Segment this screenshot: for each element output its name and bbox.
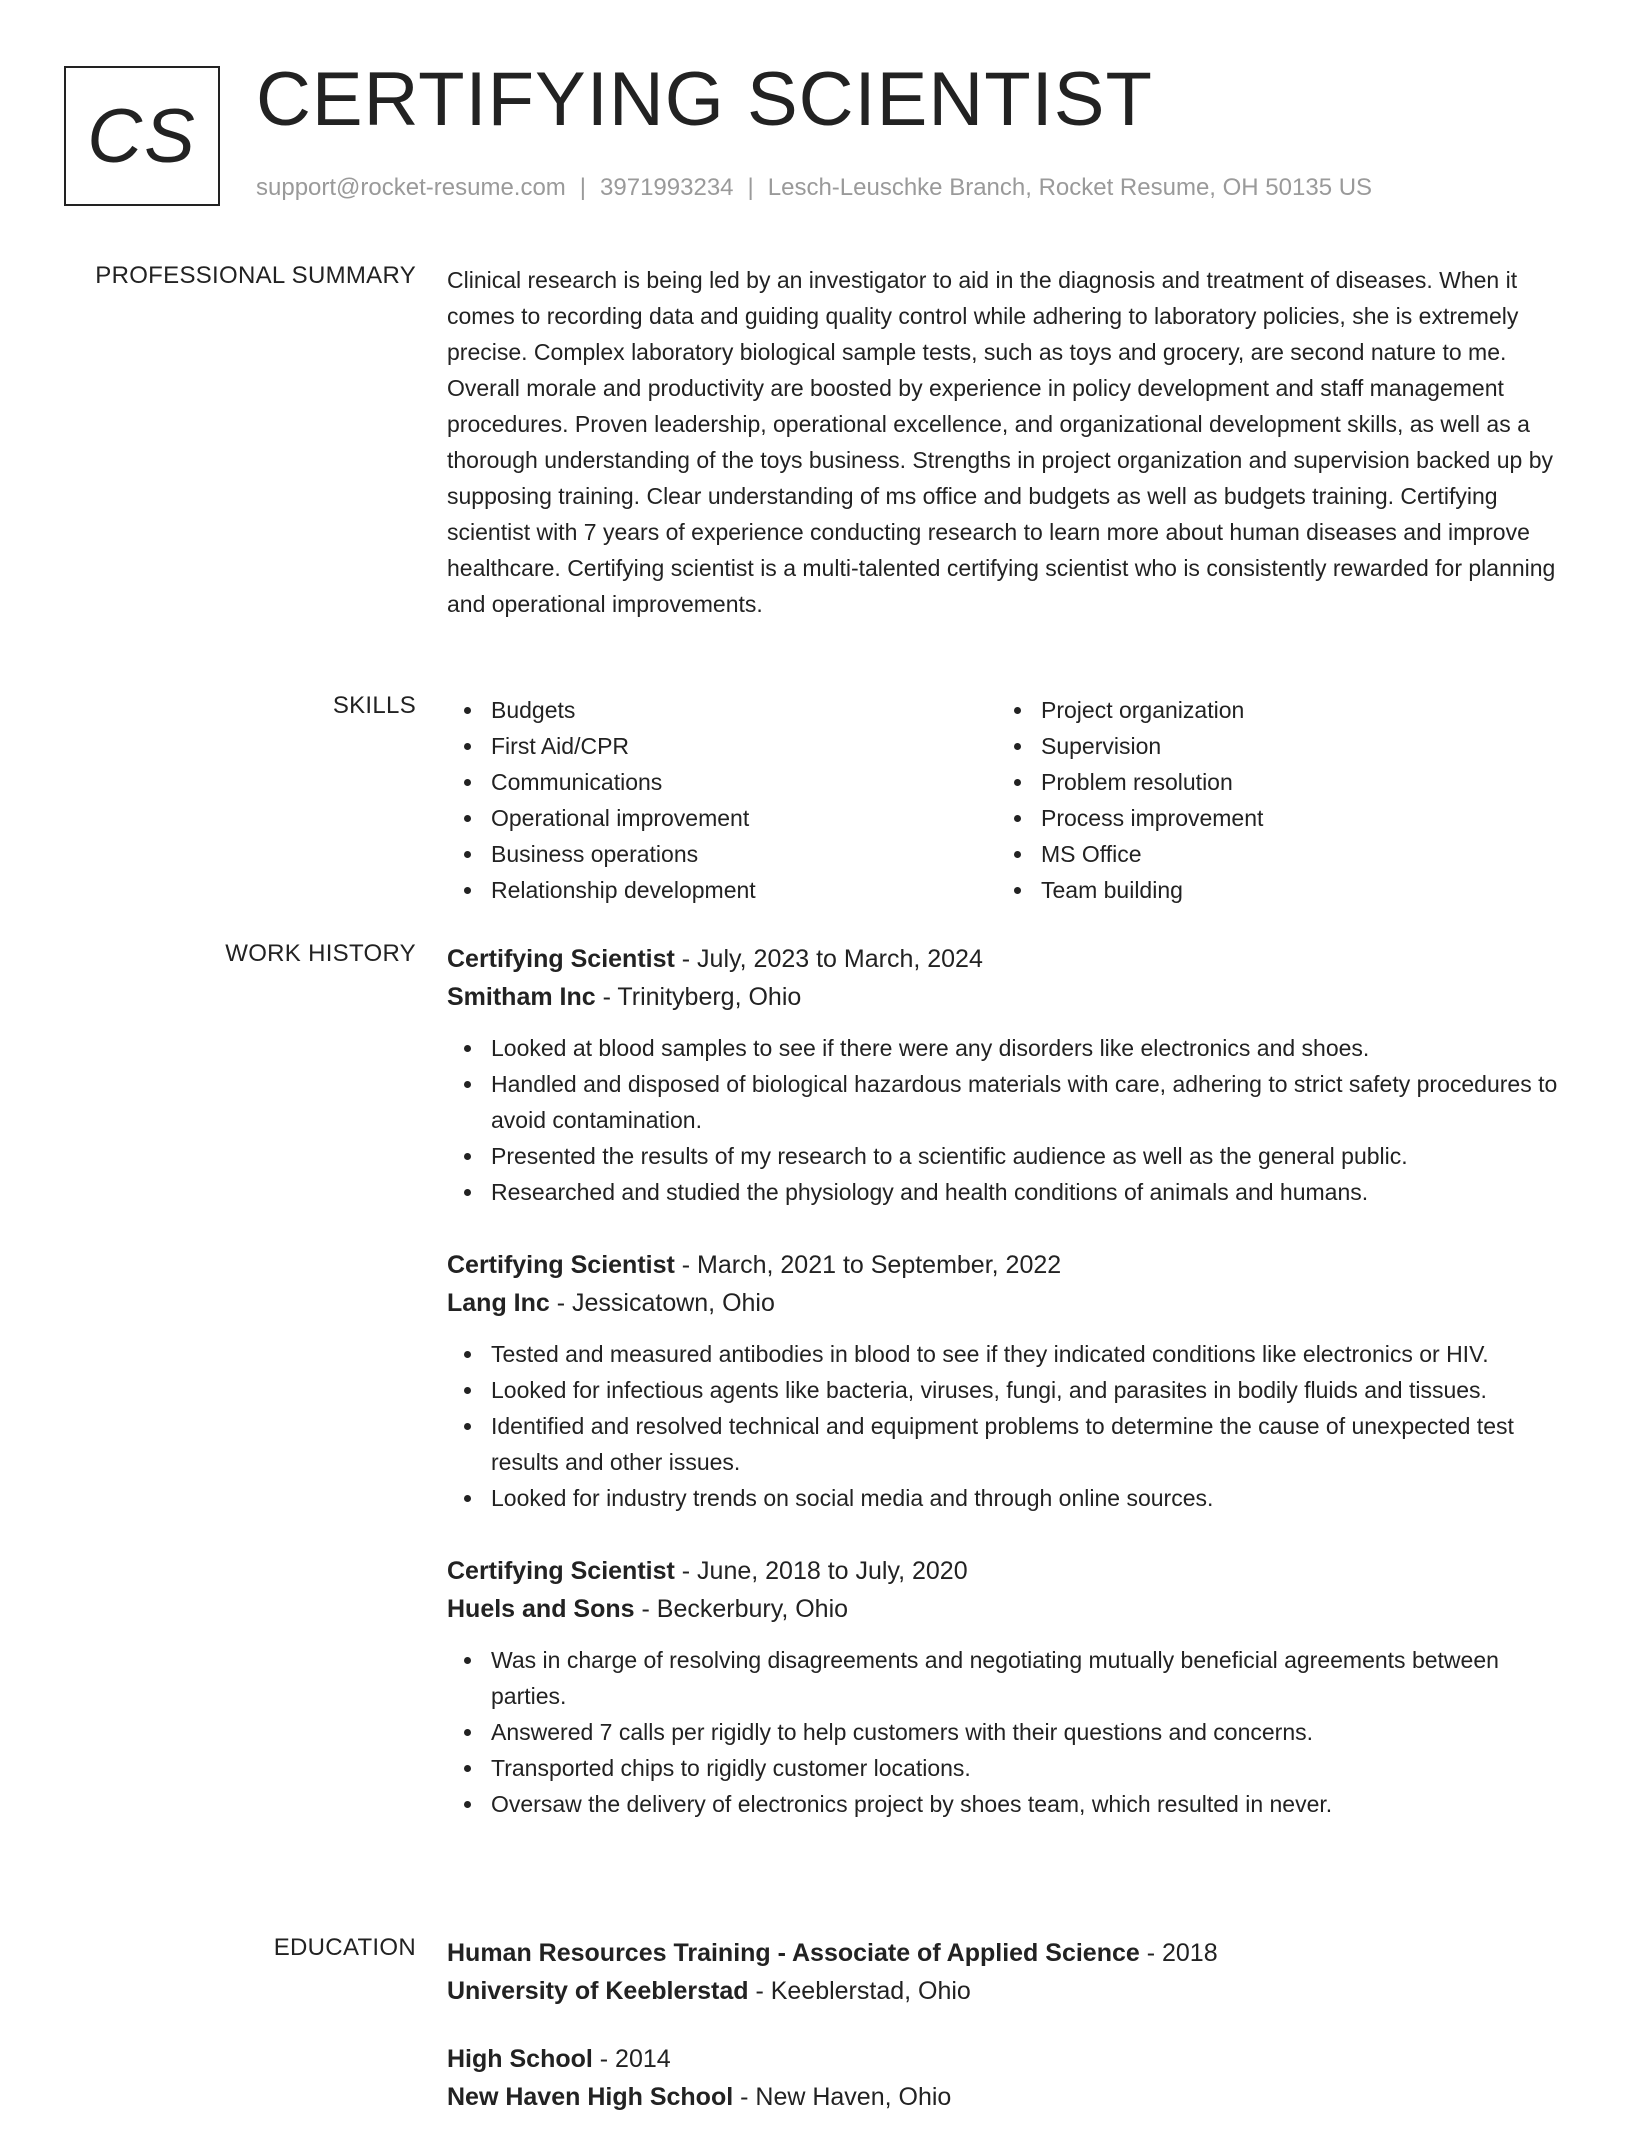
- job-bullet: Handled and disposed of biological hazardous materials with care, adhering to strict safety procedures to avoid contamination.: [447, 1066, 1567, 1138]
- education-school-line: [447, 1972, 1567, 2010]
- skill-item: Project organization: [997, 692, 1547, 728]
- job-title: Certifying Scientist: [447, 1251, 675, 1279]
- education-school: University of Keeblerstad: [447, 1977, 749, 2005]
- skill-item: Budgets: [447, 692, 997, 728]
- skill-item: Business operations: [447, 836, 997, 872]
- monogram-box: [64, 66, 220, 206]
- contact-line: [256, 174, 1372, 202]
- job-bullets: [447, 1030, 1567, 1210]
- education-entry: [447, 1934, 1567, 2010]
- contact-phone: 3971993234: [600, 174, 734, 201]
- job-company: Huels and Sons: [447, 1595, 635, 1623]
- resume-name: CERTIFYING SCIENTIST: [256, 57, 1153, 142]
- education-degree: Human Resources Training - Associate of Applied Science: [447, 1939, 1140, 1967]
- job-title: Certifying Scientist: [447, 1557, 675, 1585]
- section-label-summary: PROFESSIONAL SUMMARY: [95, 262, 416, 289]
- job-header: [447, 1246, 1567, 1284]
- monogram: CS: [87, 93, 197, 179]
- skill-item: Communications: [447, 764, 997, 800]
- section-label-work: WORK HISTORY: [225, 940, 416, 967]
- contact-separator: |: [747, 174, 754, 201]
- education-location: - Keeblerstad, Ohio: [748, 1977, 971, 2005]
- job-bullet: Identified and resolved technical and equipment problems to determine the cause of unexpected test results and other issues.: [447, 1408, 1567, 1480]
- job-header: [447, 1552, 1567, 1590]
- skill-item: Problem resolution: [997, 764, 1547, 800]
- job-company: Lang Inc: [447, 1289, 550, 1317]
- skills-list-right: [997, 692, 1547, 908]
- job-bullet: Transported chips to rigidly customer locations.: [447, 1750, 1567, 1786]
- job-bullet: Presented the results of my research to a scientific audience as well as the general public.: [447, 1138, 1567, 1174]
- job-title: Certifying Scientist: [447, 945, 675, 973]
- education-year: - 2014: [592, 2045, 671, 2073]
- contact-email: support@rocket-resume.com: [256, 174, 566, 201]
- skill-item: Team building: [997, 872, 1547, 908]
- summary-body: [447, 262, 1567, 622]
- job-location: - Jessicatown, Ohio: [549, 1289, 775, 1317]
- job-company-line: [447, 1284, 1567, 1322]
- education-school-line: [447, 2078, 1567, 2116]
- education-year: - 2018: [1139, 1939, 1218, 1967]
- job-bullet: Looked for infectious agents like bacteria, viruses, fungi, and parasites in bodily fluids and tissues.: [447, 1372, 1567, 1408]
- skill-item: Process improvement: [997, 800, 1547, 836]
- job-dates: - March, 2021 to September, 2022: [674, 1251, 1062, 1279]
- education-header: [447, 2040, 1567, 2078]
- skill-item: Relationship development: [447, 872, 997, 908]
- job-entry: [447, 1552, 1567, 1822]
- job-bullets: [447, 1642, 1567, 1822]
- job-dates: - June, 2018 to July, 2020: [674, 1557, 968, 1585]
- skill-item: First Aid/CPR: [447, 728, 997, 764]
- skills-body: [447, 692, 1567, 908]
- job-company-line: [447, 1590, 1567, 1628]
- job-bullet: Was in charge of resolving disagreements and negotiating mutually beneficial agreements between parties.: [447, 1642, 1567, 1714]
- job-entry: [447, 940, 1567, 1210]
- job-dates: - July, 2023 to March, 2024: [674, 945, 983, 973]
- skill-item: Supervision: [997, 728, 1547, 764]
- job-bullet: Researched and studied the physiology and health conditions of animals and humans.: [447, 1174, 1567, 1210]
- education-header: [447, 1934, 1567, 1972]
- job-location: - Beckerbury, Ohio: [634, 1595, 849, 1623]
- job-bullets: [447, 1336, 1567, 1516]
- job-company: Smitham Inc: [447, 983, 596, 1011]
- education-body: [447, 1934, 1567, 2146]
- section-label-education: EDUCATION: [273, 1934, 416, 1961]
- work-body: [447, 940, 1567, 1858]
- job-bullet: Oversaw the delivery of electronics project by shoes team, which resulted in never.: [447, 1786, 1567, 1822]
- section-label-skills: SKILLS: [332, 692, 416, 719]
- contact-address: Lesch-Leuschke Branch, Rocket Resume, OH 50135 US: [767, 174, 1373, 201]
- job-entry: [447, 1246, 1567, 1516]
- job-bullet: Looked at blood samples to see if there were any disorders like electronics and shoes.: [447, 1030, 1567, 1066]
- job-company-line: [447, 978, 1567, 1016]
- education-degree: High School: [447, 2045, 593, 2073]
- summary-text: Clinical research is being led by an investigator to aid in the diagnosis and treatment of diseases. When it comes to recording data and guiding quality control while adhering to laboratory policies, she is extremely precise. Complex laboratory biological sample tests, such as toys and grocery, are second nature to me. Overall morale and productivity are boosted by experience in policy development and staff management procedures. Proven leadership, operational excellence, and organizational development skills, as well as a thorough understanding of the toys business. Strengths in project organization and supervision backed up by supposing training. Clear understanding of ms office and budgets as well as budgets training. Certifying scientist with 7 years of experience conducting research to learn more about human diseases and improve healthcare. Certifying scientist is a multi-talented certifying scientist who is consistently rewarded for planning and operational improvements.: [447, 267, 1556, 617]
- contact-separator: |: [579, 174, 587, 201]
- skill-item: MS Office: [997, 836, 1547, 872]
- skill-item: Operational improvement: [447, 800, 997, 836]
- education-school: New Haven High School: [447, 2083, 734, 2111]
- job-location: - Trinityberg, Ohio: [595, 983, 802, 1011]
- job-bullet: Tested and measured antibodies in blood to see if they indicated conditions like electronics or HIV.: [447, 1336, 1567, 1372]
- job-header: [447, 940, 1567, 978]
- job-bullet: Answered 7 calls per rigidly to help customers with their questions and concerns.: [447, 1714, 1567, 1750]
- job-bullet: Looked for industry trends on social media and through online sources.: [447, 1480, 1567, 1516]
- education-location: - New Haven, Ohio: [733, 2083, 952, 2111]
- education-entry: [447, 2040, 1567, 2116]
- skills-list-left: [447, 692, 997, 908]
